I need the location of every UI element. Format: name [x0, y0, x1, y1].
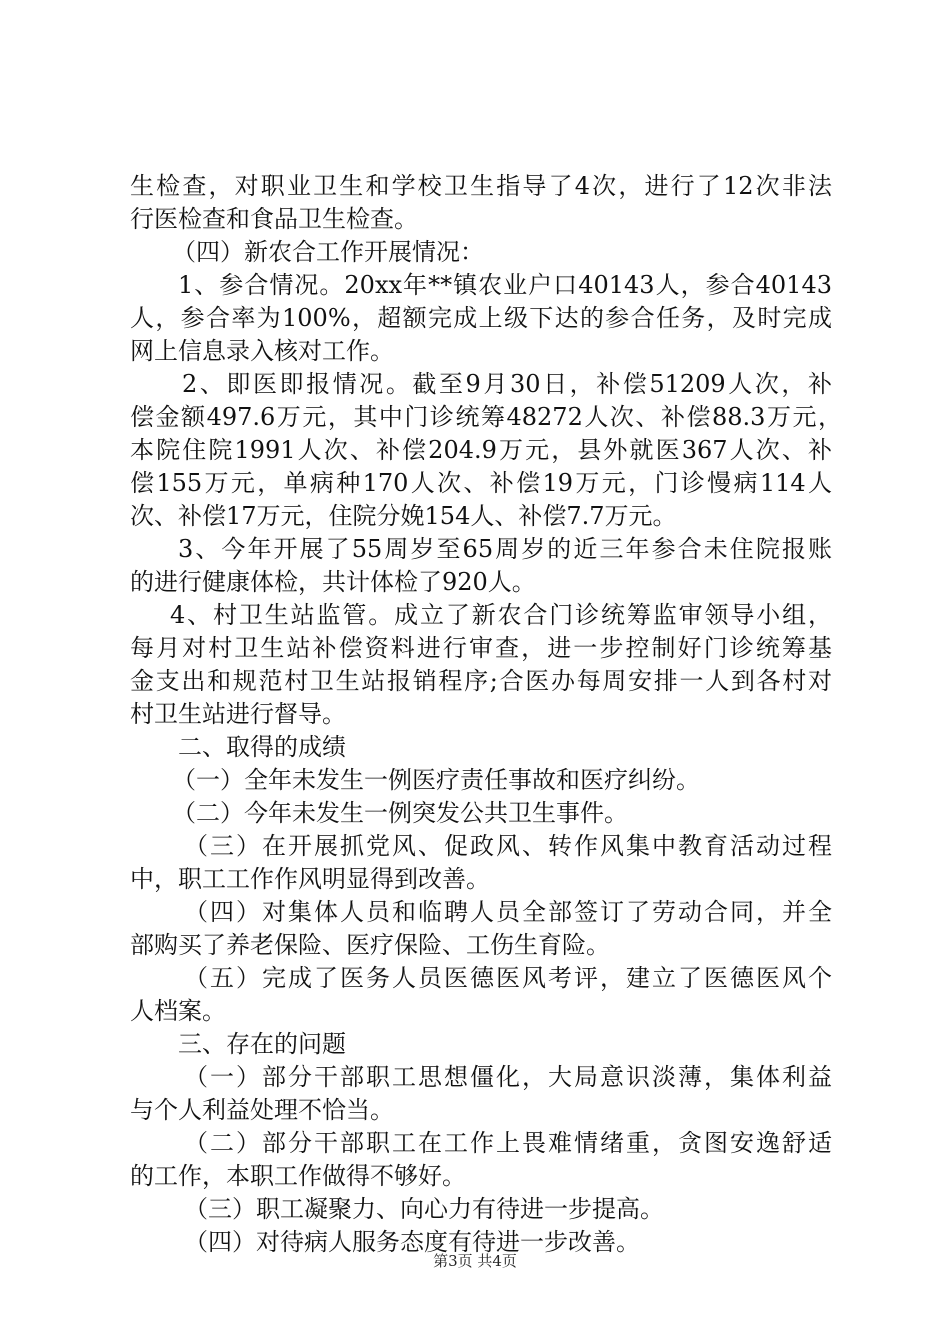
text-line: 行医检查和食品卫生检查。 [130, 205, 418, 233]
text-line: 村卫生站进行督导。 [130, 700, 346, 728]
text-line: 人，参合率为100%，超额完成上级下达的参合任务，及时完成 [130, 304, 832, 332]
text-line: （二）部分干部职工在工作上畏难情绪重，贪图安逸舒适 [184, 1129, 832, 1157]
text-line: 每月对村卫生站补偿资料进行审查，进一步控制好门诊统筹基 [130, 634, 832, 662]
text-line: （一）部分干部职工思想僵化，大局意识淡薄，集体利益 [184, 1063, 832, 1091]
text-line: （四）对待病人服务态度有待进一步改善。 [184, 1228, 640, 1256]
text-line: 次、补偿17万元，住院分娩154人、补偿7.7万元。 [130, 502, 677, 530]
text-line: 人档案。 [130, 997, 226, 1025]
text-line: （一）全年未发生一例医疗责任事故和医疗纠纷。 [172, 766, 700, 794]
page-footer: 第3页 共4页 [433, 1252, 517, 1270]
text-line: 本院住院1991人次、补偿204.9万元，县外就医367人次、补 [130, 436, 832, 464]
text-line: 的工作，本职工作做得不够好。 [130, 1162, 466, 1190]
text-line: 1、参合情况。20xx年**镇农业户口40143人，参合40143 [178, 271, 832, 299]
text-line: （五）完成了医务人员医德医风考评，建立了医德医风个 [184, 964, 832, 992]
text-line: 偿155万元，单病种170人次、补偿19万元，门诊慢病114人 [130, 469, 832, 497]
section-heading: 二、取得的成绩 [178, 733, 346, 761]
section-heading: 三、存在的问题 [178, 1030, 346, 1058]
text-line: 3、今年开展了55周岁至65周岁的近三年参合未住院报账 [178, 535, 832, 563]
text-line: 与个人利益处理不恰当。 [130, 1096, 394, 1124]
text-line: 网上信息录入核对工作。 [130, 337, 394, 365]
text-line: （四）对集体人员和临聘人员全部签订了劳动合同，并全 [184, 898, 832, 926]
text-line: 生检查，对职业卫生和学校卫生指导了4次，进行了12次非法 [130, 172, 832, 200]
text-line: （二）今年未发生一例突发公共卫生事件。 [172, 799, 628, 827]
text-line: （三）在开展抓党风、促政风、转作风集中教育活动过程 [184, 832, 832, 860]
text-line: 部购买了养老保险、医疗保险、工伤生育险。 [130, 931, 610, 959]
text-line: （三）职工凝聚力、向心力有待进一步提高。 [184, 1195, 664, 1223]
section-heading: （四）新农合工作开展情况： [172, 238, 484, 266]
text-line: 4、村卫生站监管。成立了新农合门诊统筹监审领导小组， [170, 601, 832, 629]
text-line: 2、即医即报情况。截至9月30日，补偿51209人次，补 [182, 370, 832, 398]
text-line: 金支出和规范村卫生站报销程序;合医办每周安排一人到各村对 [130, 667, 832, 695]
text-line: 中，职工工作作风明显得到改善。 [130, 865, 490, 893]
text-line: 偿金额497.6万元，其中门诊统筹48272人次、补偿88.3万元， [130, 403, 842, 431]
text-line: 的进行健康体检，共计体检了920人。 [130, 568, 536, 596]
